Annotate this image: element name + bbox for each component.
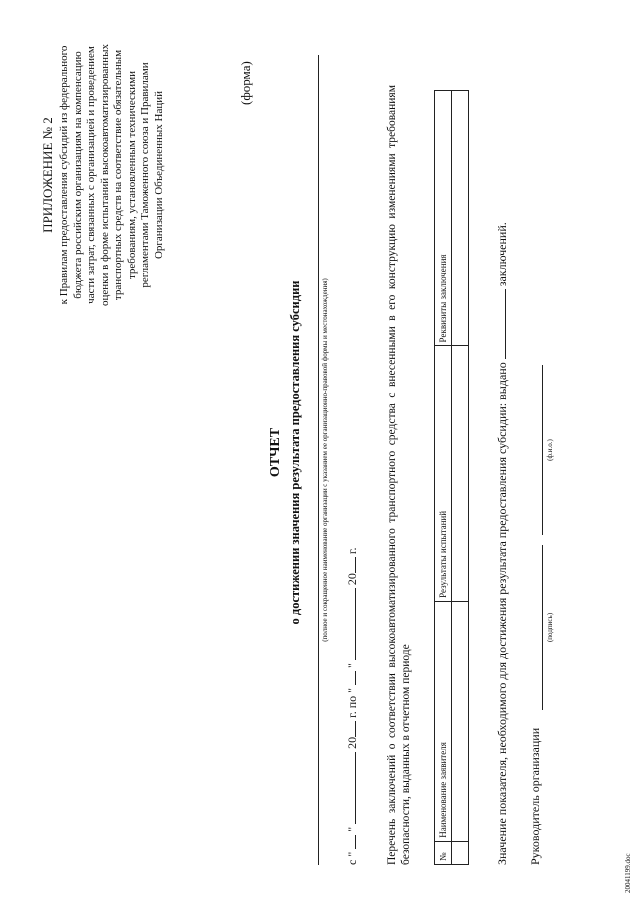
period-to-prefix: г. по " [345, 687, 359, 718]
period-to-day-field[interactable] [355, 671, 356, 685]
conclusions-table [434, 90, 469, 865]
appendix-line: бюджета российским организациям на компенсацию [71, 51, 84, 299]
appendix-line: требованиям, установленным техническими [125, 71, 138, 280]
appendix-line: к Правилам предоставления субсидий из федерального [58, 45, 70, 305]
period-year-suffix: г. [345, 547, 359, 555]
reporting-period [345, 547, 360, 865]
table-cell[interactable] [452, 601, 469, 841]
report-title: ОТЧЕТ [268, 427, 283, 478]
indicator-value-text: Значение показателя, необходимого для достижения результата предоставления субсидии: выдано [495, 362, 509, 865]
column-header-test-results: Результаты испытаний [435, 346, 452, 601]
period-from-month-field[interactable] [355, 752, 356, 824]
period-from-day-field[interactable] [355, 835, 356, 849]
issued-count-field[interactable] [505, 289, 506, 359]
table-cell[interactable] [452, 841, 469, 864]
document-filename: 20041199.doc [624, 853, 632, 893]
full-name-field[interactable] [542, 365, 543, 535]
organization-head-label: Руководитель организации [528, 727, 542, 865]
full-name-caption: (ф.и.о.) [546, 439, 554, 461]
column-header-conclusion-details: Реквизиты заключения [435, 91, 452, 346]
period-to-year-field[interactable] [355, 557, 356, 573]
appendix-line: регламентами Таможенного союза и Правилами [139, 62, 151, 288]
period-quote: " [345, 826, 359, 832]
period-from-prefix: с " [345, 851, 359, 865]
appendix-line: транспортных средств на соответствие обязательным [112, 49, 124, 301]
indicator-value-line [495, 222, 510, 865]
signature-caption: (подпись) [546, 612, 554, 643]
column-header-number: № [435, 841, 452, 864]
period-from-year: 20 [345, 736, 359, 749]
period-quote: " [345, 663, 359, 668]
appendix-title: ПРИЛОЖЕНИЕ № 2 [40, 117, 55, 233]
appendix-line: части затрат, связанных с организацией и проведением [85, 46, 97, 304]
table-header-row [435, 91, 452, 865]
report-subtitle: о достижении значения результата предоставления субсидии [288, 280, 302, 625]
appendix-header [40, 5, 166, 345]
conclusions-list-description: Перечень заключений о соответствии высокоавтоматизированного транспортного средства с внесенными в его конструкцию изменениями требованиям безопасности, выданных в отчетном периоде [386, 85, 412, 865]
period-to-year: 20 [345, 573, 359, 586]
organization-name-line[interactable] [318, 55, 319, 865]
organization-head-line [528, 728, 543, 865]
table-row [452, 91, 469, 865]
organization-caption: (полное и сокращенное наименование организации с указанием ее организационно-правовой формы и местонахождения) [321, 278, 329, 642]
appendix-line: Организации Объединенных Наций [152, 90, 165, 260]
form-label: (форма) [238, 61, 253, 105]
signature-field[interactable] [542, 545, 543, 710]
period-from-year-field[interactable] [355, 721, 356, 737]
period-to-month-field[interactable] [355, 588, 356, 660]
appendix-line: оценки в форме испытаний высокоавтоматизированных [98, 44, 111, 306]
table-cell[interactable] [452, 91, 469, 346]
column-header-applicant: Наименование заявителя [435, 601, 452, 841]
indicator-value-suffix: заключений. [495, 222, 509, 287]
table-cell[interactable] [452, 346, 469, 601]
